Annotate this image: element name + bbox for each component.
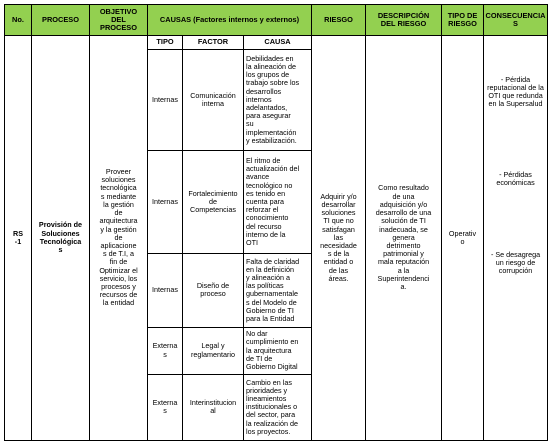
- header-consecuencias: CONSECUENCIA S: [484, 5, 548, 36]
- subheader-tipo: TIPO: [148, 35, 183, 49]
- cause-factor: Fortalecimiento de Competencias: [183, 150, 244, 253]
- risk-proceso: Provisión de Soluciones Tecnológica s: [32, 35, 90, 440]
- cause-causa: Falta de claridad en la definición y alineación a las políticas gubernamentale s del Modelo de Gobierno de TI para la Entidad: [244, 254, 312, 328]
- cause-factor: Comunicación interna: [183, 49, 244, 150]
- consecuencia-item: - Se desagrega un riesgo de corrupción: [490, 249, 541, 276]
- risk-number: RS -1: [5, 35, 32, 440]
- risk-tipo: Operativ o: [442, 35, 484, 440]
- consecuencia-item: - Pérdida reputacional de la OTI que redunda en la Supersalud: [487, 74, 544, 109]
- consecuencia-item: - Pérdidas económicas: [496, 169, 535, 187]
- cause-causa: Cambio en las prioridades y lineamientos institucionales o del sector, para la realización de los proyectos.: [244, 374, 312, 440]
- cause-factor: Interinstitucion al: [183, 374, 244, 440]
- cause-causa: Debilidades en la alineación de los grupos de trabajo sobre los desarrollos internos adelantados, para asegurar su implementación y estabilización.: [244, 49, 312, 150]
- cause-causa: El ritmo de actualización del avance tecnológico no es tenido en cuenta para reforzar el conocimiento del recurso interno de la OTI: [244, 150, 312, 253]
- header-tipo-riesgo: TIPO DE RIESGO: [442, 5, 484, 36]
- header-descripcion: DESCRIPCIÓN DEL RIESGO: [366, 5, 442, 36]
- risk-matrix-table: [4, 4, 548, 441]
- cause-factor: Diseño de proceso: [183, 254, 244, 328]
- cause-tipo: Externa s: [148, 374, 183, 440]
- cause-tipo: Internas: [148, 49, 183, 150]
- cause-factor: Legal y reglamentario: [183, 327, 244, 374]
- subheader-causa: CAUSA: [244, 35, 312, 49]
- cause-tipo: Internas: [148, 150, 183, 253]
- risk-descripcion: Como resultado de una adquisición y/o desarrollo de una solución de TI inadecuada, se genera detrimento patrimonial y mala reputación a la Superintendenci a.: [366, 35, 442, 440]
- header-no: No.: [5, 5, 32, 36]
- subheader-factor: FACTOR: [183, 35, 244, 49]
- risk-consecuencias: [484, 35, 548, 440]
- risk-objetivo: Proveer soluciones tecnológica s mediante la gestión de arquitectura y la gestión de aplicacione s de T.I, a fin de Optimizar el servicio, los procesos y recursos de la entidad: [90, 35, 148, 440]
- cause-tipo: Internas: [148, 254, 183, 328]
- header-causas: CAUSAS (Factores internos y externos): [148, 5, 312, 36]
- header-riesgo: RIESGO: [312, 5, 366, 36]
- cause-tipo: Externa s: [148, 327, 183, 374]
- header-objetivo: OBJETIVO DEL PROCESO: [90, 5, 148, 36]
- risk-riesgo: Adquirir y/o desarrollar soluciones TI que no satisfagan las necesidade s de la entidad o de las áreas.: [312, 35, 366, 440]
- header-proceso: PROCESO: [32, 5, 90, 36]
- cause-causa: No dar cumplimiento en la arquitectura de TI de Gobierno Digital: [244, 327, 312, 374]
